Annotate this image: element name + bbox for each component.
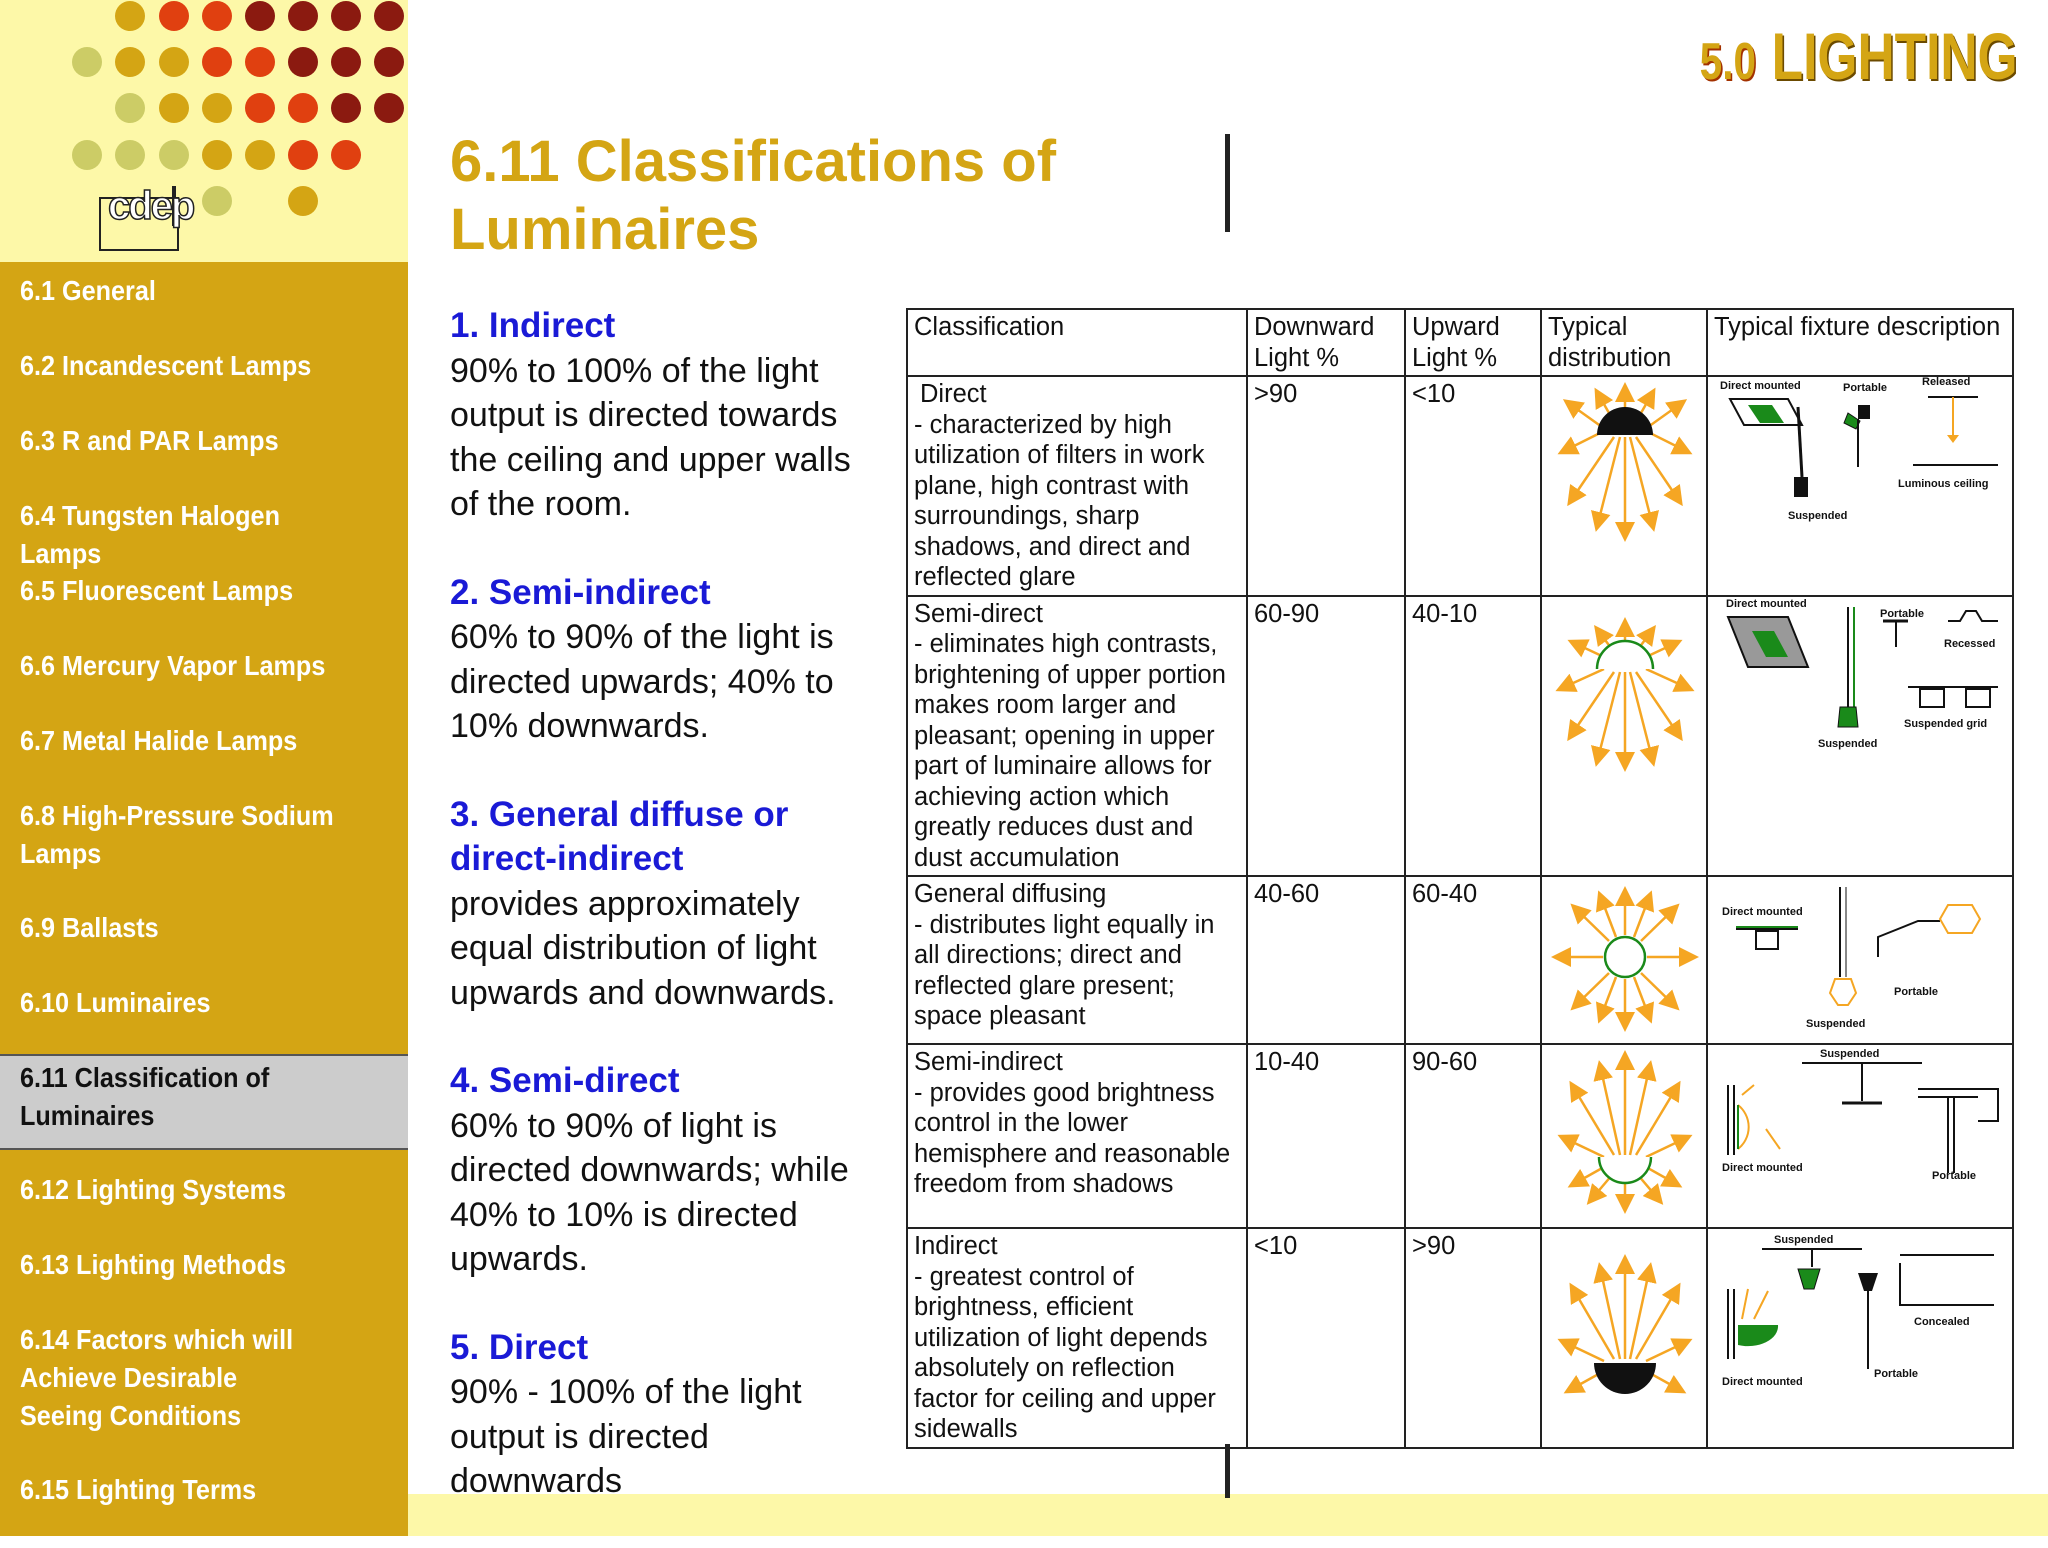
item-semi-indirect: [450, 571, 880, 749]
sidebar-item-lighting-methods[interactable]: 6.13 Lighting Methods: [20, 1249, 287, 1280]
classification-name: Semi-direct: [914, 599, 1043, 628]
fixture-cell: [1707, 1228, 2013, 1448]
item-heading: 2. Semi-indirect: [450, 572, 711, 612]
table-row: [907, 596, 2013, 877]
table-header-row: [907, 309, 2013, 376]
fixture-label: Portable: [1843, 382, 1888, 394]
fixture-cell: [1707, 596, 2013, 877]
classification-cell: [907, 1044, 1247, 1228]
classification-name: Semi-indirect: [914, 1048, 1063, 1076]
downward-cell: >90: [1247, 376, 1405, 596]
fixture-label: Portable: [1874, 1368, 1919, 1380]
header-downward: Downward Light %: [1247, 309, 1405, 376]
sidebar-item-factors-desirable-seeing[interactable]: 6.14 Factors which will Achieve Desirable Seeing Conditions: [20, 1324, 294, 1431]
downward-cell: <10: [1247, 1228, 1405, 1448]
fixture-label: Direct mounted: [1722, 906, 1803, 918]
item-text: 60% to 90% of light is directed downwards; while 40% to 10% is directed upwards.: [450, 1106, 849, 1278]
decorative-dots: [0, 0, 408, 262]
semi-indirect-distribution-diagram: [1542, 1045, 1708, 1225]
classification-cell: [907, 1228, 1247, 1448]
classification-name: Indirect: [914, 1232, 998, 1260]
fixture-label: Suspended: [1774, 1234, 1834, 1246]
downward-cell: 60-90: [1247, 596, 1405, 877]
sidebar-item-r-par-lamps[interactable]: 6.3 R and PAR Lamps: [20, 425, 279, 456]
classification-desc: - distributes light equally in all directions; direct and reflected glare present; space pleasant: [914, 910, 1215, 1030]
sidebar-item-ballasts[interactable]: 6.9 Ballasts: [20, 912, 159, 943]
body-text: [450, 304, 880, 1548]
upward-cell: 90-60: [1405, 1044, 1541, 1228]
classification-desc: - greatest control of brightness, efficient utilization of light depends absolutely on reflection factor for ceiling and upper sidewalls: [914, 1262, 1216, 1443]
fixture-label: Suspended: [1818, 737, 1878, 750]
upward-cell: 40-10: [1405, 596, 1541, 877]
semi-direct-fixture-diagram: [1708, 597, 2014, 867]
upward-cell: >90: [1405, 1228, 1541, 1448]
fixture-label: Portable: [1932, 1170, 1977, 1182]
sidebar-item-lighting-systems[interactable]: 6.12 Lighting Systems: [20, 1174, 287, 1205]
sidebar-item-lighting-terms[interactable]: 6.15 Lighting Terms: [20, 1474, 257, 1505]
downward-cell: 40-60: [1247, 876, 1405, 1044]
general-diffusing-distribution-diagram: [1542, 877, 1708, 1037]
semi-direct-distribution-diagram: [1542, 597, 1708, 797]
distribution-cell: [1541, 1044, 1707, 1228]
direct-fixture-diagram: [1708, 377, 2014, 587]
fixture-label: Concealed: [1914, 1316, 1970, 1328]
semi-indirect-fixture-diagram: [1708, 1045, 2014, 1225]
section-number: 5.0: [1700, 33, 1757, 91]
sidebar-item-general[interactable]: 6.1 General: [20, 275, 156, 306]
page-title: 6.11 Classifications of Luminaires: [450, 129, 1057, 262]
sidebar-item-metal-halide-lamps[interactable]: 6.7 Metal Halide Lamps: [20, 725, 298, 756]
item-text: 60% to 90% of the light is directed upwards; 40% to 10% downwards.: [450, 618, 834, 745]
distribution-cell: [1541, 376, 1707, 596]
fixture-cell: [1707, 876, 2013, 1044]
table-row: [907, 376, 2013, 596]
cdep-logo: [98, 176, 194, 254]
section-title: LIGHTING: [1772, 19, 2018, 93]
downward-cell: 10-40: [1247, 1044, 1405, 1228]
item-heading: 5. Direct: [450, 1327, 589, 1367]
classification-name: General diffusing: [914, 880, 1107, 908]
upward-cell: 60-40: [1405, 876, 1541, 1044]
sidebar-item-luminaires[interactable]: 6.10 Luminaires: [20, 987, 211, 1018]
fixture-label: Luminous ceiling: [1898, 478, 1989, 490]
item-heading: 4. Semi-direct: [450, 1061, 680, 1100]
item-heading: 1. Indirect: [450, 306, 616, 345]
fixture-label: Direct mounted: [1726, 597, 1807, 610]
item-text: 90% to 100% of the light output is directed towards the ceiling and upper walls of the room.: [450, 351, 851, 523]
upward-cell: <10: [1405, 376, 1541, 596]
table-row: [907, 876, 2013, 1044]
fixture-label: Portable: [1880, 607, 1925, 620]
fixture-label: Direct mounted: [1722, 1162, 1803, 1174]
fixture-label: Recessed: [1944, 637, 1996, 650]
classification-name: Direct: [920, 380, 987, 408]
section-label: [1700, 18, 2018, 100]
luminaire-classification-table: [906, 308, 2014, 1449]
sidebar-item-incandescent-lamps[interactable]: 6.2 Incandescent Lamps: [20, 350, 312, 381]
fixture-label: Direct mounted: [1722, 1376, 1803, 1388]
classification-cell: [907, 596, 1247, 877]
fixture-cell: [1707, 376, 2013, 596]
header-classification: Classification: [907, 309, 1247, 376]
classification-desc: - provides good brightness control in the lower hemisphere and reasonable freedom from shadows: [914, 1078, 1231, 1198]
item-semi-direct: [450, 1059, 880, 1282]
header-distribution: Typical distribution: [1541, 309, 1707, 376]
distribution-cell: [1541, 876, 1707, 1044]
sidebar-item-high-pressure-sodium-lamps[interactable]: 6.8 High-Pressure Sodium Lamps: [20, 800, 334, 869]
fixture-label: Suspended grid: [1904, 717, 1988, 730]
item-heading: 3. General diffuse or direct-indirect: [450, 794, 789, 878]
fixture-cell: [1707, 1044, 2013, 1228]
sidebar-item-classification-of-luminaires[interactable]: 6.11 Classification of Luminaires: [20, 1062, 270, 1131]
direct-distribution-diagram: [1542, 377, 1708, 577]
item-indirect: [450, 304, 880, 527]
classification-cell: [907, 376, 1247, 596]
table-row: [907, 1044, 2013, 1228]
item-general-diffuse: [450, 793, 880, 1016]
item-text: 90% - 100% of the light output is directed downwards: [450, 1373, 802, 1500]
sidebar-item-mercury-vapor-lamps[interactable]: 6.6 Mercury Vapor Lamps: [20, 650, 326, 681]
fixture-label: Suspended: [1820, 1048, 1880, 1060]
sidebar-item-tungsten-halogen-lamps[interactable]: 6.4 Tungsten Halogen Lamps: [20, 500, 280, 569]
classification-cell: [907, 876, 1247, 1044]
indirect-distribution-diagram: [1542, 1229, 1708, 1429]
header-fixture: Typical fixture description: [1707, 309, 2013, 376]
item-direct: [450, 1326, 880, 1504]
general-diffusing-fixture-diagram: [1708, 877, 2014, 1041]
fixture-label: Suspended: [1806, 1018, 1866, 1030]
sidebar-header: [0, 0, 408, 262]
bottom-divider-bar: [1225, 1444, 1230, 1498]
classification-desc: - characterized by high utilization of filters in work plane, high contrast with surroundings, sharp shadows, and direct and reflected glare: [914, 410, 1205, 591]
table-row: [907, 1228, 2013, 1448]
indirect-fixture-diagram: [1708, 1229, 2014, 1439]
fixture-label: Suspended: [1788, 510, 1848, 522]
fixture-label: Direct mounted: [1720, 380, 1801, 392]
logo-text: cdep: [108, 184, 194, 228]
fixture-label: Portable: [1894, 986, 1939, 998]
item-text: provides approximately equal distribution of light upwards and downwards.: [450, 884, 836, 1012]
header-upward: Upward Light %: [1405, 309, 1541, 376]
distribution-cell: [1541, 596, 1707, 877]
sidebar-item-fluorescent-lamps[interactable]: 6.5 Fluorescent Lamps: [20, 575, 294, 606]
distribution-cell: [1541, 1228, 1707, 1448]
classification-desc: - eliminates high contrasts, brightening of upper portion makes room larger and pleasant; opening in upper part of luminaire allows for achieving action which greatly reduces dust and dust accumulation: [914, 630, 1226, 872]
title-divider-bar: [1225, 134, 1230, 232]
fixture-label: Released: [1922, 377, 1971, 388]
